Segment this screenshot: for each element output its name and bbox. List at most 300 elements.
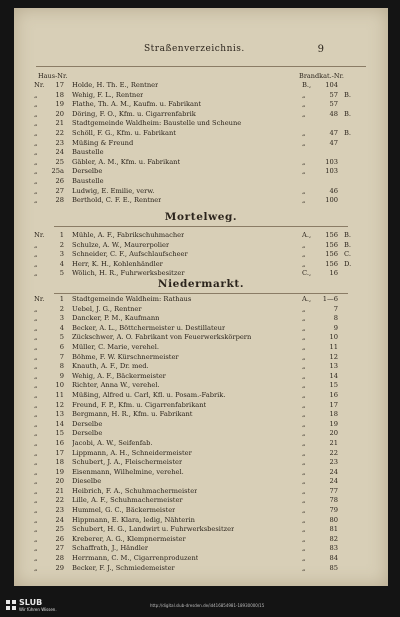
quarter: „ <box>302 554 306 563</box>
quarter: „ <box>302 534 306 543</box>
house-number: 25 <box>55 525 64 534</box>
quarter: „ <box>302 259 306 268</box>
register-number: 19 <box>329 419 338 428</box>
resident-name: Uebel, J. G., Rentner <box>72 304 142 313</box>
prefix: Nr. <box>34 81 45 89</box>
resident-name: Schöll, F. G., Kfm. u. Fabrikant <box>72 128 176 137</box>
resident-name: Herrmann, C. M., Cigarrenproduzent <box>72 554 199 563</box>
house-number: 10 <box>55 381 64 390</box>
house-number: 5 <box>59 333 64 342</box>
register-number: 77 <box>329 486 338 495</box>
quarter: „ <box>302 419 306 428</box>
list-item <box>14 129 388 139</box>
register-number: 48 <box>329 109 338 118</box>
house-number-heading: Haus-Nr. <box>38 72 68 80</box>
house-number: 22 <box>55 496 64 505</box>
list-item <box>14 353 388 363</box>
prefix: „ <box>34 563 38 572</box>
quarter: „ <box>302 304 306 313</box>
list-item <box>14 91 388 101</box>
register-number: 17 <box>329 400 338 409</box>
list-item <box>14 487 388 497</box>
resident-name: Müller, C. Marie, verehel. <box>72 342 160 351</box>
register-number: 22 <box>329 448 338 457</box>
list-item <box>14 420 388 430</box>
fire-register-heading: Brandkat.-Nr. <box>299 72 344 80</box>
resident-name: Derselbe <box>72 167 103 176</box>
list-item <box>14 401 388 411</box>
register-number: 1—6 <box>322 295 338 303</box>
quarter: „ <box>302 167 306 176</box>
register-number: 14 <box>329 371 338 380</box>
resident-name: Wölich, H. R., Fuhrwerksbesitzer <box>72 269 185 278</box>
prefix: „ <box>34 534 38 543</box>
list-item <box>14 381 388 391</box>
slub-logo <box>6 598 70 614</box>
list-item <box>14 496 388 506</box>
house-number: 20 <box>55 477 64 486</box>
prefix: „ <box>34 467 38 476</box>
prefix: „ <box>34 554 38 563</box>
house-number: 22 <box>55 128 64 137</box>
resident-name: Richter, Anna W., verehel. <box>72 381 160 390</box>
quarter: „ <box>302 563 306 572</box>
list-item <box>14 410 388 420</box>
quarter: „ <box>302 506 306 515</box>
resident-name: Becker, F. J., Schmiedemeister <box>72 563 175 572</box>
house-number: 23 <box>55 506 64 515</box>
register-number: 47 <box>329 128 338 137</box>
resident-name: Freund, F. P., Kfm. u. Cigarrenfabrikant <box>72 400 207 409</box>
list-item <box>14 295 388 305</box>
register-number: 23 <box>329 458 338 467</box>
house-number: 18 <box>55 458 64 467</box>
resident-name: Knauth, A. F., Dr. med. <box>72 362 149 371</box>
resident-name: Schneider, C. F., Aufschlaufscheer <box>72 250 188 259</box>
quarter: „ <box>302 448 306 457</box>
quarter: „ <box>302 333 306 342</box>
quarter: „ <box>302 477 306 486</box>
list-item <box>14 535 388 545</box>
register-letter: B. <box>344 109 352 118</box>
prefix: „ <box>34 186 38 195</box>
register-number: 156 <box>325 231 338 239</box>
quarter: „ <box>302 138 306 147</box>
list-item <box>14 167 388 177</box>
house-number: 24 <box>55 515 64 524</box>
register-letter: B. <box>344 231 352 239</box>
register-number: 156 <box>325 240 338 249</box>
register-number: 79 <box>329 506 338 515</box>
resident-name: Lille, A. F., Schuhmachermeister <box>72 496 183 505</box>
resident-name: Heibrich, F. A., Schuhmachermeister <box>72 486 198 495</box>
prefix: „ <box>34 400 38 409</box>
prefix: „ <box>34 390 38 399</box>
register-letter: C. <box>344 250 352 259</box>
quarter: „ <box>302 240 306 249</box>
prefix: Nr. <box>34 295 45 303</box>
house-number: 9 <box>59 371 64 380</box>
house-number: 5 <box>59 269 64 278</box>
quarter: „ <box>302 342 306 351</box>
prefix: „ <box>34 486 38 495</box>
prefix: „ <box>34 419 38 428</box>
prefix: „ <box>34 176 38 185</box>
resident-name: Jacobi, A. W., Seifenfab. <box>72 438 153 447</box>
register-number: 100 <box>325 196 338 205</box>
list-item <box>14 516 388 526</box>
list-item <box>14 231 388 241</box>
list-item <box>14 458 388 468</box>
register-number: 13 <box>329 362 338 371</box>
house-number: 13 <box>55 410 64 419</box>
resident-name: Schaffrath, J., Händler <box>72 544 149 553</box>
list-item <box>14 324 388 334</box>
register-number: 11 <box>329 342 338 351</box>
house-number: 2 <box>59 240 64 249</box>
house-number: 20 <box>55 109 64 118</box>
resident-name: Derselbe <box>72 419 103 428</box>
quarter: „ <box>302 109 306 118</box>
register-letter: D. <box>344 259 352 268</box>
register-number: 7 <box>333 304 338 313</box>
section-heading-niedermarkt: Niedermarkt. <box>157 278 245 290</box>
quarter: „ <box>302 186 306 195</box>
house-number: 29 <box>55 563 64 572</box>
resident-name: Wehig, F. L., Rentner <box>72 90 144 99</box>
house-number: 27 <box>55 544 64 553</box>
resident-name: Döring, F. O., Kfm. u. Cigarrenfabrik <box>72 109 196 118</box>
list-item <box>14 429 388 439</box>
list-item <box>14 139 388 149</box>
register-number: 24 <box>329 467 338 476</box>
resident-name: Becker, A. L., Böttchermeister u. Destillateur <box>72 323 226 332</box>
house-number: 3 <box>59 314 64 323</box>
list-item <box>14 544 388 554</box>
register-number: 12 <box>329 352 338 361</box>
logo-subtext: Wir führen Wissen. <box>19 607 57 612</box>
resident-name: Baustelle <box>72 176 104 185</box>
quarter: „ <box>302 352 306 361</box>
list-item <box>14 525 388 535</box>
house-number: 15 <box>55 429 64 438</box>
prefix: „ <box>34 250 38 259</box>
house-number: 12 <box>55 400 64 409</box>
prefix: „ <box>34 371 38 380</box>
resident-name: Schulze, A. W., Maurerpolier <box>72 240 170 249</box>
list-item <box>14 81 388 91</box>
house-number: 17 <box>55 448 64 457</box>
quarter: „ <box>302 496 306 505</box>
quarter: „ <box>302 100 306 109</box>
list-item <box>14 343 388 353</box>
register-number: 8 <box>333 314 338 323</box>
house-number: 26 <box>55 534 64 543</box>
list-item <box>14 119 388 129</box>
prefix: „ <box>34 381 38 390</box>
register-number: 84 <box>329 554 338 563</box>
quarter: „ <box>302 525 306 534</box>
prefix: „ <box>34 429 38 438</box>
register-number: 57 <box>329 90 338 99</box>
street-list-2 <box>14 231 388 279</box>
list-item <box>14 187 388 197</box>
register-number: 10 <box>329 333 338 342</box>
prefix: „ <box>34 477 38 486</box>
house-number: 27 <box>55 186 64 195</box>
list-item <box>14 177 388 187</box>
prefix: „ <box>34 342 38 351</box>
prefix: „ <box>34 109 38 118</box>
prefix: „ <box>34 506 38 515</box>
house-number: 3 <box>59 250 64 259</box>
list-item <box>14 196 388 206</box>
house-number: 4 <box>59 259 64 268</box>
list-item <box>14 391 388 401</box>
resident-name: Hummel, G. C., Bäckermeister <box>72 506 176 515</box>
header-rule <box>36 66 366 67</box>
register-number: 103 <box>325 157 338 166</box>
prefix: „ <box>34 167 38 176</box>
resident-name: Berthold, C. F. E., Rentner <box>72 196 162 205</box>
list-item <box>14 100 388 110</box>
register-number: 83 <box>329 544 338 553</box>
list-item <box>14 439 388 449</box>
prefix: „ <box>34 100 38 109</box>
running-title: Straßenverzeichnis. <box>144 44 245 54</box>
page-number: 9 <box>317 44 324 55</box>
slub-mark-icon <box>6 600 16 610</box>
register-number: 21 <box>329 438 338 447</box>
house-number: 23 <box>55 138 64 147</box>
resident-name: Eisenmann, Wilhelmine, verehel. <box>72 467 184 476</box>
list-item <box>14 449 388 459</box>
house-number: 16 <box>55 438 64 447</box>
register-number: 16 <box>329 390 338 399</box>
register-number: 18 <box>329 410 338 419</box>
prefix: „ <box>34 333 38 342</box>
house-number: 25 <box>55 157 64 166</box>
quarter: „ <box>302 390 306 399</box>
resident-name: Holde, H. Th. E., Rentner <box>72 81 159 89</box>
list-item <box>14 564 388 574</box>
list-item <box>14 362 388 372</box>
quarter: C., <box>302 269 312 278</box>
quarter: „ <box>302 438 306 447</box>
register-number: 104 <box>325 81 338 89</box>
resident-name: Dieselbe <box>72 477 102 486</box>
register-number: 81 <box>329 525 338 534</box>
quarter: „ <box>302 250 306 259</box>
list-item <box>14 468 388 478</box>
register-number: 24 <box>329 477 338 486</box>
house-number: 19 <box>55 100 64 109</box>
resident-name: Stadtgemeinde Waldheim: Baustelle und Scheune <box>72 119 242 128</box>
resident-name: Böhme, F. W. Kürschnermeister <box>72 352 179 361</box>
prefix: „ <box>34 240 38 249</box>
house-number: 19 <box>55 467 64 476</box>
house-number: 1 <box>59 231 64 239</box>
quarter: A., <box>302 295 312 303</box>
quarter: „ <box>302 362 306 371</box>
prefix: „ <box>34 525 38 534</box>
house-number: 24 <box>55 148 64 157</box>
prefix: „ <box>34 314 38 323</box>
quarter: „ <box>302 128 306 137</box>
quarter: „ <box>302 157 306 166</box>
house-number: 11 <box>55 390 64 399</box>
register-number: 103 <box>325 167 338 176</box>
house-number: 18 <box>55 90 64 99</box>
prefix: „ <box>34 438 38 447</box>
register-number: 57 <box>329 100 338 109</box>
list-item <box>14 477 388 487</box>
street-list-3 <box>14 295 388 573</box>
resident-name: Zückschwer, A. O. Fabrikant von Feuerwerkskörpern <box>72 333 252 342</box>
house-number: 28 <box>55 196 64 205</box>
list-item <box>14 241 388 251</box>
resident-name: Kreberer, A. G., Klempnermeister <box>72 534 186 543</box>
document-page <box>14 8 388 586</box>
list-item <box>14 506 388 516</box>
resident-name: Schubert, J. A., Fleischermeister <box>72 458 183 467</box>
register-number: 9 <box>333 323 338 332</box>
list-item <box>14 333 388 343</box>
register-number: 20 <box>329 429 338 438</box>
prefix: „ <box>34 128 38 137</box>
register-number: 15 <box>329 381 338 390</box>
street-list-1 <box>14 81 388 206</box>
quarter: „ <box>302 429 306 438</box>
prefix: „ <box>34 119 38 128</box>
quarter: „ <box>302 410 306 419</box>
quarter: „ <box>302 196 306 205</box>
resident-name: Baustelle <box>72 148 104 157</box>
register-number: 156 <box>325 259 338 268</box>
quarter: „ <box>302 381 306 390</box>
prefix: „ <box>34 352 38 361</box>
prefix: „ <box>34 157 38 166</box>
quarter: „ <box>302 400 306 409</box>
resident-name: Flathe, Th. A. M., Kaufm. u. Fabrikant <box>72 100 202 109</box>
register-letter: B. <box>344 240 352 249</box>
quarter: „ <box>302 515 306 524</box>
resident-name: Hippmann, E. Klara, ledig, Nähterin <box>72 515 195 524</box>
resident-name: Bergmann, H. R., Kfm. u. Fabrikant <box>72 410 193 419</box>
list-item <box>14 305 388 315</box>
register-letter: B. <box>344 128 352 137</box>
quarter: „ <box>302 467 306 476</box>
register-letter: B. <box>344 90 352 99</box>
prefix: „ <box>34 544 38 553</box>
prefix: „ <box>34 138 38 147</box>
house-number: 2 <box>59 304 64 313</box>
prefix: „ <box>34 90 38 99</box>
resident-name: Schubert, H. G., Landwirt u. Fuhrwerksbesitzer <box>72 525 235 534</box>
prefix: „ <box>34 496 38 505</box>
house-number: 21 <box>55 119 64 128</box>
page-header <box>14 44 388 58</box>
prefix: „ <box>34 515 38 524</box>
house-number: 17 <box>55 81 64 89</box>
list-item <box>14 250 388 260</box>
prefix: Nr. <box>34 231 45 239</box>
section-heading-mortelweg: Mortelweg. <box>164 211 238 223</box>
resident-name: Dancker, P. M., Kaufmann <box>72 314 160 323</box>
house-number: 21 <box>55 486 64 495</box>
house-number: 26 <box>55 176 64 185</box>
prefix: „ <box>34 458 38 467</box>
quarter: „ <box>302 458 306 467</box>
logo-text: SLUB <box>19 598 43 607</box>
prefix: „ <box>34 362 38 371</box>
resident-name: Herr, K. H., Kohlenhändler <box>72 259 163 268</box>
quarter: „ <box>302 371 306 380</box>
register-number: 16 <box>329 269 338 278</box>
prefix: „ <box>34 323 38 332</box>
prefix: „ <box>34 269 38 278</box>
prefix: „ <box>34 448 38 457</box>
house-number: 7 <box>59 352 64 361</box>
resident-name: Lippmann, A. H., Schneidermeister <box>72 448 192 457</box>
list-item <box>14 148 388 158</box>
house-number: 28 <box>55 554 64 563</box>
register-number: 47 <box>329 138 338 147</box>
house-number: 8 <box>59 362 64 371</box>
resident-name: Gäbler, A. M., Kfm. u. Fabrikant <box>72 157 181 166</box>
permalink[interactable]: http://digital.slub-dresden.de/id416854981-18930000/15 <box>150 603 265 608</box>
list-item <box>14 110 388 120</box>
prefix: „ <box>34 148 38 157</box>
house-number: 25a <box>51 167 64 176</box>
quarter: „ <box>302 486 306 495</box>
register-number: 80 <box>329 515 338 524</box>
quarter: B., <box>302 81 312 89</box>
section-rule <box>54 226 348 227</box>
list-item <box>14 372 388 382</box>
resident-name: Mühle, A. F., Fabrikschuhmacher <box>72 231 185 239</box>
prefix: „ <box>34 304 38 313</box>
register-number: 78 <box>329 496 338 505</box>
resident-name: Wehig, A. F., Bäckermeister <box>72 371 166 380</box>
list-item <box>14 158 388 168</box>
house-number: 4 <box>59 323 64 332</box>
prefix: „ <box>34 196 38 205</box>
quarter: „ <box>302 544 306 553</box>
prefix: „ <box>34 259 38 268</box>
register-number: 156 <box>325 250 338 259</box>
register-number: 46 <box>329 186 338 195</box>
resident-name: Müßing & Freund <box>72 138 134 147</box>
list-item <box>14 554 388 564</box>
house-number: 6 <box>59 342 64 351</box>
resident-name: Derselbe <box>72 429 103 438</box>
quarter: „ <box>302 90 306 99</box>
prefix: „ <box>34 410 38 419</box>
section-rule <box>54 293 348 294</box>
quarter: A., <box>302 231 312 239</box>
register-number: 82 <box>329 534 338 543</box>
list-item <box>14 314 388 324</box>
house-number: 14 <box>55 419 64 428</box>
quarter: „ <box>302 323 306 332</box>
resident-name: Stadtgemeinde Waldheim: Rathaus <box>72 295 192 303</box>
register-number: 85 <box>329 563 338 572</box>
quarter: „ <box>302 314 306 323</box>
house-number: 1 <box>59 295 64 303</box>
resident-name: Ludwig, E. Emilie, verw. <box>72 186 155 195</box>
list-item <box>14 260 388 270</box>
